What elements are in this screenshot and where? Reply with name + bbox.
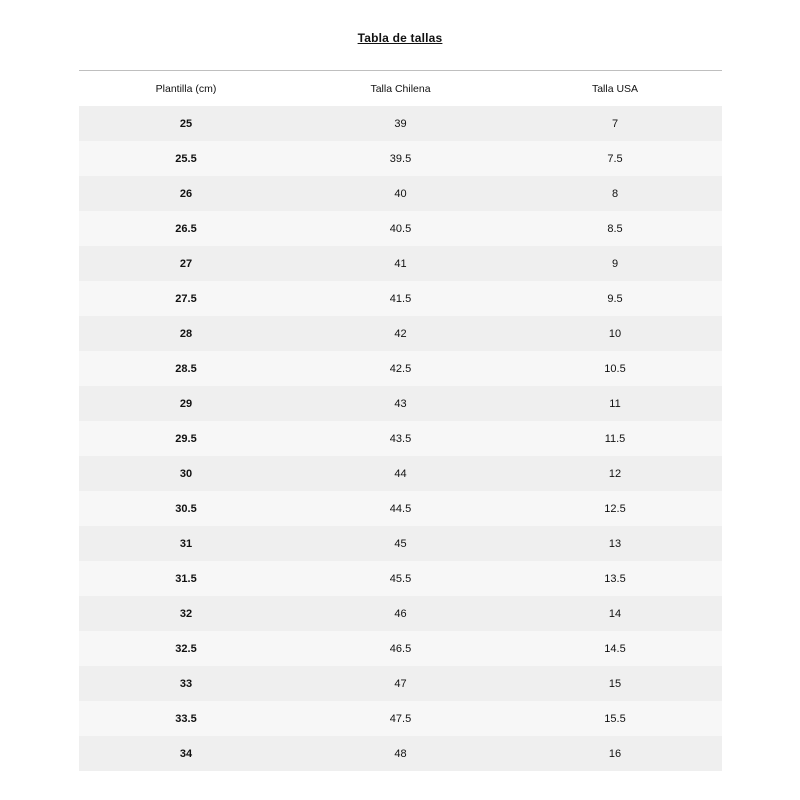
cell-talla-usa: 11.5 — [604, 432, 626, 445]
table-row — [79, 421, 722, 456]
header-plantilla: Plantilla (cm) — [155, 82, 217, 95]
table-row — [79, 491, 722, 526]
cell-talla-usa: 12.5 — [604, 502, 626, 515]
cell-talla-usa: 8.5 — [607, 222, 623, 235]
cell-talla-chilena: 40.5 — [389, 222, 412, 235]
cell-plantilla: 29.5 — [175, 432, 197, 445]
cell-talla-chilena: 39.5 — [389, 152, 412, 165]
cell-plantilla: 25.5 — [175, 152, 197, 165]
cell-plantilla: 26 — [179, 187, 193, 200]
cell-talla-chilena: 43 — [394, 397, 407, 410]
cell-plantilla: 33 — [179, 677, 193, 690]
cell-plantilla: 25 — [179, 117, 193, 130]
cell-plantilla: 33.5 — [175, 712, 197, 725]
table-row — [79, 246, 722, 281]
cell-plantilla: 30 — [179, 467, 193, 480]
cell-plantilla: 32 — [179, 607, 193, 620]
cell-talla-usa: 12 — [608, 467, 622, 480]
cell-talla-chilena: 44.5 — [389, 502, 412, 515]
table-row — [79, 316, 722, 351]
cell-plantilla: 27 — [179, 257, 193, 270]
cell-talla-usa: 7.5 — [607, 152, 623, 165]
cell-talla-chilena: 43.5 — [389, 432, 412, 445]
table-row — [79, 106, 722, 141]
cell-talla-usa: 16 — [608, 747, 622, 760]
cell-talla-usa: 13 — [608, 537, 622, 550]
table-row — [79, 596, 722, 631]
cell-talla-chilena: 41.5 — [389, 292, 412, 305]
cell-plantilla: 28.5 — [175, 362, 197, 375]
cell-plantilla: 34 — [179, 747, 193, 760]
cell-talla-usa: 14.5 — [604, 642, 626, 655]
table-row — [79, 351, 722, 386]
cell-plantilla: 29 — [179, 397, 193, 410]
cell-plantilla: 27.5 — [175, 292, 197, 305]
cell-talla-usa: 9 — [611, 257, 619, 270]
header-talla-chilena: Talla Chilena — [370, 82, 431, 95]
table-row — [79, 736, 722, 771]
header-talla-usa: Talla USA — [591, 82, 639, 95]
cell-talla-usa: 15.5 — [604, 712, 626, 725]
cell-plantilla: 26.5 — [175, 222, 197, 235]
cell-talla-usa: 8 — [611, 187, 619, 200]
table-row — [79, 141, 722, 176]
table-row — [79, 281, 722, 316]
cell-talla-usa: 10.5 — [604, 362, 626, 375]
cell-talla-chilena: 40 — [394, 187, 407, 200]
table-row — [79, 666, 722, 701]
cell-talla-usa: 14 — [608, 607, 622, 620]
cell-talla-usa: 11 — [609, 397, 621, 410]
table-row — [79, 211, 722, 246]
page-title: Tabla de tallas — [357, 31, 443, 45]
table-row — [79, 701, 722, 736]
cell-talla-chilena: 42 — [394, 327, 407, 340]
table-row — [79, 631, 722, 666]
table-row — [79, 456, 722, 491]
cell-talla-chilena: 41 — [394, 257, 407, 270]
table-row — [79, 526, 722, 561]
cell-talla-chilena: 46 — [394, 607, 407, 620]
table-row — [79, 561, 722, 596]
cell-talla-chilena: 39 — [394, 117, 407, 130]
table-row — [79, 176, 722, 211]
cell-talla-chilena: 44 — [394, 467, 407, 480]
cell-talla-chilena: 47 — [394, 677, 407, 690]
cell-talla-chilena: 47.5 — [389, 712, 412, 725]
cell-talla-chilena: 42.5 — [389, 362, 412, 375]
cell-talla-usa: 13.5 — [604, 572, 626, 585]
cell-talla-chilena: 45.5 — [389, 572, 412, 585]
cell-talla-usa: 15 — [608, 677, 622, 690]
cell-talla-chilena: 45 — [394, 537, 407, 550]
cell-plantilla: 32.5 — [175, 642, 197, 655]
cell-talla-usa: 7 — [611, 117, 619, 130]
cell-talla-usa: 10 — [608, 327, 622, 340]
table-header-row — [79, 71, 722, 106]
cell-talla-chilena: 46.5 — [389, 642, 412, 655]
cell-talla-usa: 9.5 — [607, 292, 623, 305]
cell-plantilla: 31.5 — [175, 572, 197, 585]
cell-talla-chilena: 48 — [394, 747, 407, 760]
cell-plantilla: 30.5 — [175, 502, 197, 515]
table-row — [79, 386, 722, 421]
cell-plantilla: 28 — [179, 327, 193, 340]
size-table — [79, 70, 722, 771]
cell-plantilla: 31 — [179, 537, 193, 550]
